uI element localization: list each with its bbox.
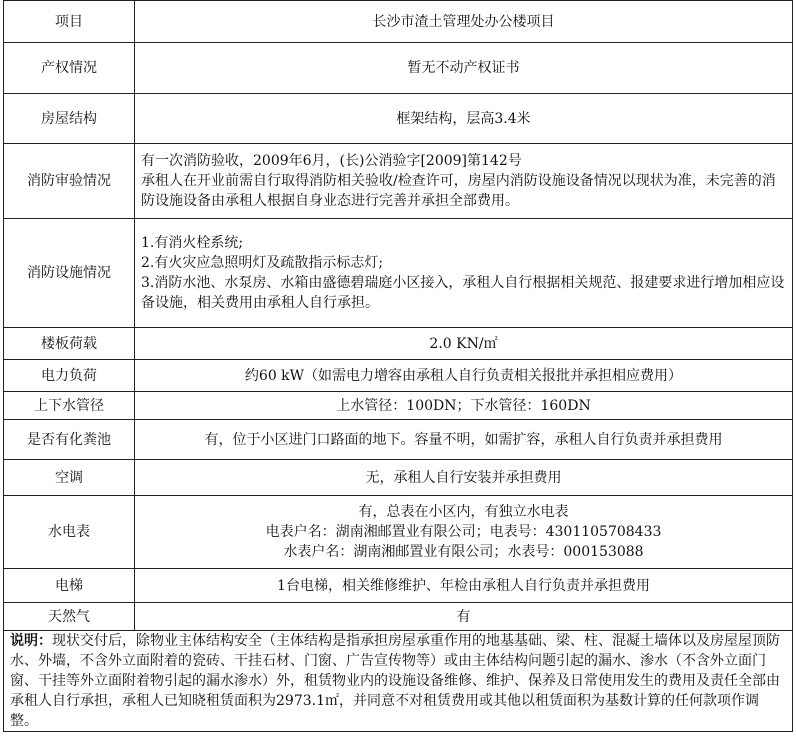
row-label: 消防审验情况 — [4, 144, 135, 219]
row-value-line: 承租人在开业前需自行取得消防相关验收/检查许可，房屋内消防设施设备情况以现状为准，未完善的消防设施设备由承租人根据自身业态进行完善并承担全部费用。 — [141, 173, 776, 209]
table-row — [4, 360, 793, 392]
table-row — [4, 219, 793, 328]
row-value-line: 水表户名：湖南湘邮置业有限公司；水表号：000153088 — [283, 544, 644, 560]
row-value-line: 2.有火灾应急照明灯及疏散指示标志灯; — [141, 255, 384, 271]
row-value: 暂无不动产权证书 — [135, 43, 793, 94]
table-row — [4, 420, 793, 460]
row-value: 上水管径：100DN；下水管径：160DN — [135, 392, 793, 420]
row-value — [135, 219, 793, 328]
row-label: 上下水管径 — [4, 392, 135, 420]
row-label: 产权情况 — [4, 43, 135, 94]
note-text: 现状交付后，除物业主体结构安全（主体结构是指承担房屋承重作用的地基基础、梁、柱、混凝土墙体以及房屋屋顶防水、外墙，不含外立面附着的瓷砖、干挂石材、门窗、广告宣传物等）或由主体结构问题引起的漏水、渗水（不含外立面门窗、干挂等外立面附着物引起的漏水渗水）外，租赁物业内的设施设备维修、维护、保养及日常使用发生的费用及责任全部由承租人自行承担，承租人已知晓租赁面积为2973.1㎡，并同意不对租赁费用或其他以租赁面积为基数计算的任何款项作调整。 — [10, 633, 780, 729]
table-row — [4, 43, 793, 94]
row-value: 有，位于小区进门口路面的地下。容量不明，如需扩容，承租人自行负责并承担费用 — [135, 420, 793, 460]
row-label: 是否有化粪池 — [4, 420, 135, 460]
row-label: 消防设施情况 — [4, 219, 135, 328]
row-value: 有 — [135, 603, 793, 631]
row-value — [135, 496, 793, 569]
table-row — [4, 603, 793, 631]
row-value: 框架结构，层高3.4米 — [135, 94, 793, 144]
row-label: 空调 — [4, 460, 135, 496]
note-row — [4, 631, 793, 732]
row-label: 项目 — [4, 1, 135, 43]
row-label: 房屋结构 — [4, 94, 135, 144]
row-label: 天然气 — [4, 603, 135, 631]
table-row — [4, 94, 793, 144]
row-value-line: 1.有消火栓系统; — [141, 235, 244, 251]
table-row — [4, 1, 793, 43]
row-value: 无，承租人自行安装并承担费用 — [135, 460, 793, 496]
row-value-line: 有，总表在小区内，有独立水电表 — [358, 504, 569, 520]
table-row — [4, 460, 793, 496]
row-value: 约60 kW（如需电力增容由承租人自行负责相关报批并承担相应费用） — [135, 360, 793, 392]
row-value-line: 3.消防水池、水泵房、水箱由盛德碧瑞庭小区接入，承租人自行根据相关规范、报建要求进行增加相应设备设施，相关费用由承租人自行承担。 — [141, 275, 785, 311]
row-value: 长沙市渣土管理处办公楼项目 — [135, 1, 793, 43]
row-value: 1台电梯，相关维修维护、年检由承租人自行负责并承担费用 — [135, 569, 793, 603]
row-label: 水电表 — [4, 496, 135, 569]
row-label: 电力负荷 — [4, 360, 135, 392]
table-row — [4, 392, 793, 420]
row-label: 电梯 — [4, 569, 135, 603]
row-value: 2.0 KN/㎡ — [135, 328, 793, 360]
row-value-line: 有一次消防验收，2009年6月，(长)公消验字[2009]第142号 — [141, 153, 522, 169]
note-label: 说明： — [10, 633, 52, 649]
row-value — [135, 144, 793, 219]
table-row — [4, 144, 793, 219]
table-row — [4, 569, 793, 603]
table-row — [4, 496, 793, 569]
table-row — [4, 328, 793, 360]
property-info-table — [3, 0, 793, 732]
row-value-line: 电表户名：湖南湘邮置业有限公司；电表号：4301105708433 — [265, 524, 662, 540]
row-label: 楼板荷载 — [4, 328, 135, 360]
note-cell — [4, 631, 793, 732]
